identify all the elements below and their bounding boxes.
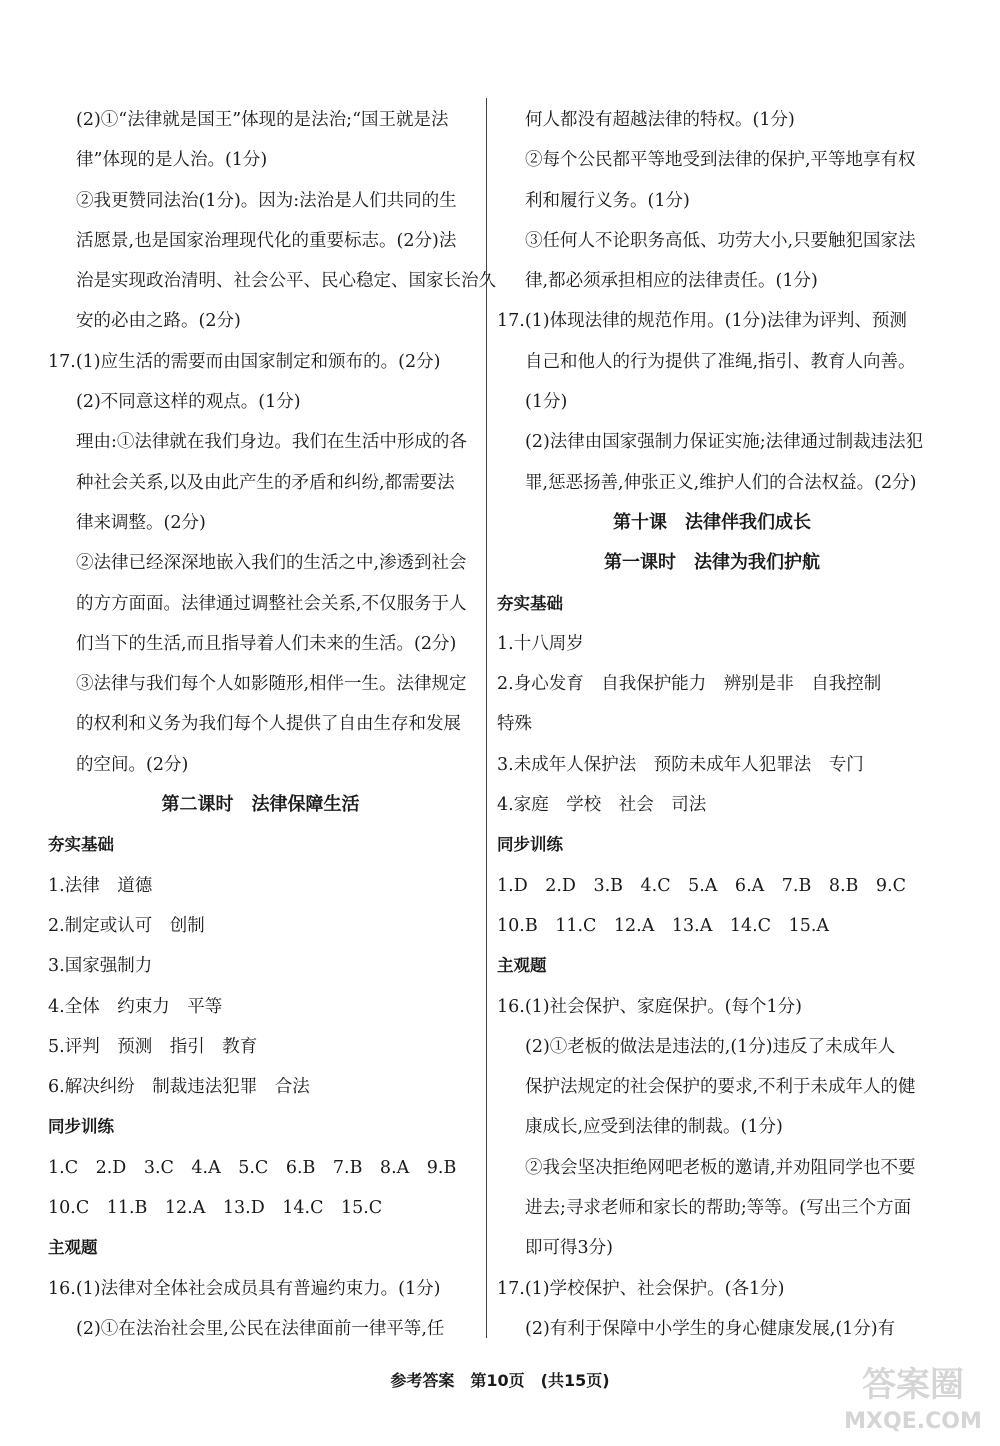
section-title: 第二课时 法律保障生活 (161, 794, 360, 816)
text-line: 治是实现政治清明、社会公平、民心稳定、国家长治久 (76, 271, 496, 292)
text-line: 17.(1)应生活的需要而由国家制定和颁布的。(2分) (48, 351, 441, 372)
text-line: 进去;寻求老师和家长的帮助;等等。(写出三个方面 (525, 1198, 912, 1219)
left-column (48, 100, 496, 1349)
text-line: 17.(1)体现法律的规范作用。(1分)法律为评判、预测 (497, 311, 907, 332)
text-line: 律”体现的是人治。(1分) (76, 150, 268, 171)
subsection-heading: 主观题 (48, 1238, 98, 1258)
text-line: 理由:①法律就在我们身边。我们在生活中形成的各 (76, 432, 467, 453)
text-line: 康成长,应受到法律的制裁。(1分) (525, 1117, 783, 1138)
text-line: 安的必由之路。(2分) (76, 311, 241, 332)
text-line: 2.身心发育 自我保护能力 辨别是非 自我控制 (497, 674, 882, 695)
text-line: (2)①“法律就是国王”体现的是法治;“国王就是法 (76, 110, 449, 130)
watermark-logo (838, 1356, 988, 1438)
text-line: (2)①老板的做法是违法的,(1分)违反了未成年人 (525, 1036, 896, 1057)
text-line: 罪,惩恶扬善,伸张正义,维护人们的合法权益。(2分) (525, 472, 917, 493)
text-line: 律,都必须承担相应的法律责任。(1分) (525, 271, 818, 292)
subsection-heading: 夯实基础 (497, 593, 563, 613)
watermark-line2: MXQE.COM (844, 1409, 982, 1434)
text-line: ②我会坚决拒绝网吧老板的邀请,并劝阻同学也不要 (525, 1157, 916, 1178)
subsection-heading: 同步训练 (48, 1117, 114, 1137)
text-line: 利和履行义务。(1分) (525, 190, 690, 211)
text-line: ②我更赞同法治(1分)。因为:法治是人们共同的生 (76, 190, 457, 211)
text-line: (1分) (525, 392, 568, 413)
text-line: 10.B 11.C 12.A 13.A 14.C 15.A (497, 915, 830, 936)
text-line: 17.(1)学校保护、社会保护。(各1分) (497, 1278, 785, 1299)
text-line: 的权利和义务为我们每个人提供了自由生存和发展 (76, 714, 461, 735)
text-line: (2)不同意这样的观点。(1分) (76, 392, 301, 413)
text-line: 即可得3分) (525, 1238, 613, 1259)
text-line: 们当下的生活,而且指导着人们未来的生活。(2分) (76, 633, 457, 654)
text-line: (2)①在法治社会里,公民在法律面前一律平等,任 (76, 1318, 445, 1339)
text-line: 的空间。(2分) (76, 754, 189, 775)
subsection-heading: 夯实基础 (48, 835, 114, 855)
text-line: 3.国家强制力 (48, 956, 153, 977)
right-column (497, 100, 927, 1349)
text-line: (2)法律由国家强制力保证实施;法律通过制裁违法犯 (525, 432, 924, 453)
section-title: 第十课 法律伴我们成长 (613, 511, 811, 533)
text-line: 16.(1)社会保护、家庭保护。(每个1分) (497, 996, 802, 1017)
text-line: 的方方面面。法律通过调整社会关系,不仅服务于人 (76, 593, 467, 614)
text-line: 2.制定或认可 创制 (48, 915, 205, 936)
watermark-line1: 答案圈 (862, 1365, 964, 1405)
text-line: 保护法规定的社会保护的要求,不利于未成年人的健 (525, 1077, 916, 1098)
text-line: ②每个公民都平等地受到法律的保护,平等地享有权 (525, 150, 916, 171)
text-line: 自己和他人的行为提供了准绳,指引、教育人向善。 (525, 351, 916, 372)
text-line: 5.评判 预测 指引 教育 (48, 1036, 258, 1057)
text-line: 6.解决纠纷 制裁违法犯罪 合法 (48, 1077, 310, 1098)
section-title: 第一课时 法律为我们护航 (604, 552, 820, 574)
text-line: (2)有利于保障中小学生的身心健康发展,(1分)有 (525, 1318, 896, 1339)
subsection-heading: 同步训练 (497, 835, 563, 855)
text-line: 1.十八周岁 (497, 633, 584, 654)
text-line: 活愿景,也是国家治理现代化的重要标志。(2分)法 (76, 230, 457, 251)
text-line: 特殊 (497, 714, 532, 735)
text-line: 4.家庭 学校 社会 司法 (497, 795, 707, 816)
page-footer: 参考答案 第10页 (共15页) (390, 1371, 610, 1390)
text-line: 16.(1)法律对全体社会成员具有普遍约束力。(1分) (48, 1278, 441, 1299)
text-line: ②法律已经深深地嵌入我们的生活之中,渗透到社会 (76, 553, 467, 574)
text-line: 律来调整。(2分) (76, 512, 206, 533)
text-line: ③法律与我们每个人如影随形,相伴一生。法律规定 (76, 674, 467, 695)
text-line: 何人都没有超越法律的特权。(1分) (525, 110, 795, 130)
text-line: 1.D 2.D 3.B 4.C 5.A 6.A 7.B 8.B 9.C (497, 875, 906, 896)
text-line: ③任何人不论职务高低、功劳大小,只要触犯国家法 (525, 230, 916, 251)
text-line: 3.未成年人保护法 预防未成年人犯罪法 专门 (497, 754, 864, 775)
text-line: 种社会关系,以及由此产生的矛盾和纠纷,都需要法 (76, 472, 455, 493)
text-line: 10.C 11.B 12.A 13.D 14.C 15.C (48, 1198, 383, 1219)
text-line: 1.法律 道德 (48, 875, 153, 896)
text-line: 1.C 2.D 3.C 4.A 5.C 6.B 7.B 8.A 9.B (48, 1157, 457, 1178)
text-line: 4.全体 约束力 平等 (48, 996, 223, 1017)
subsection-heading: 主观题 (497, 956, 547, 976)
